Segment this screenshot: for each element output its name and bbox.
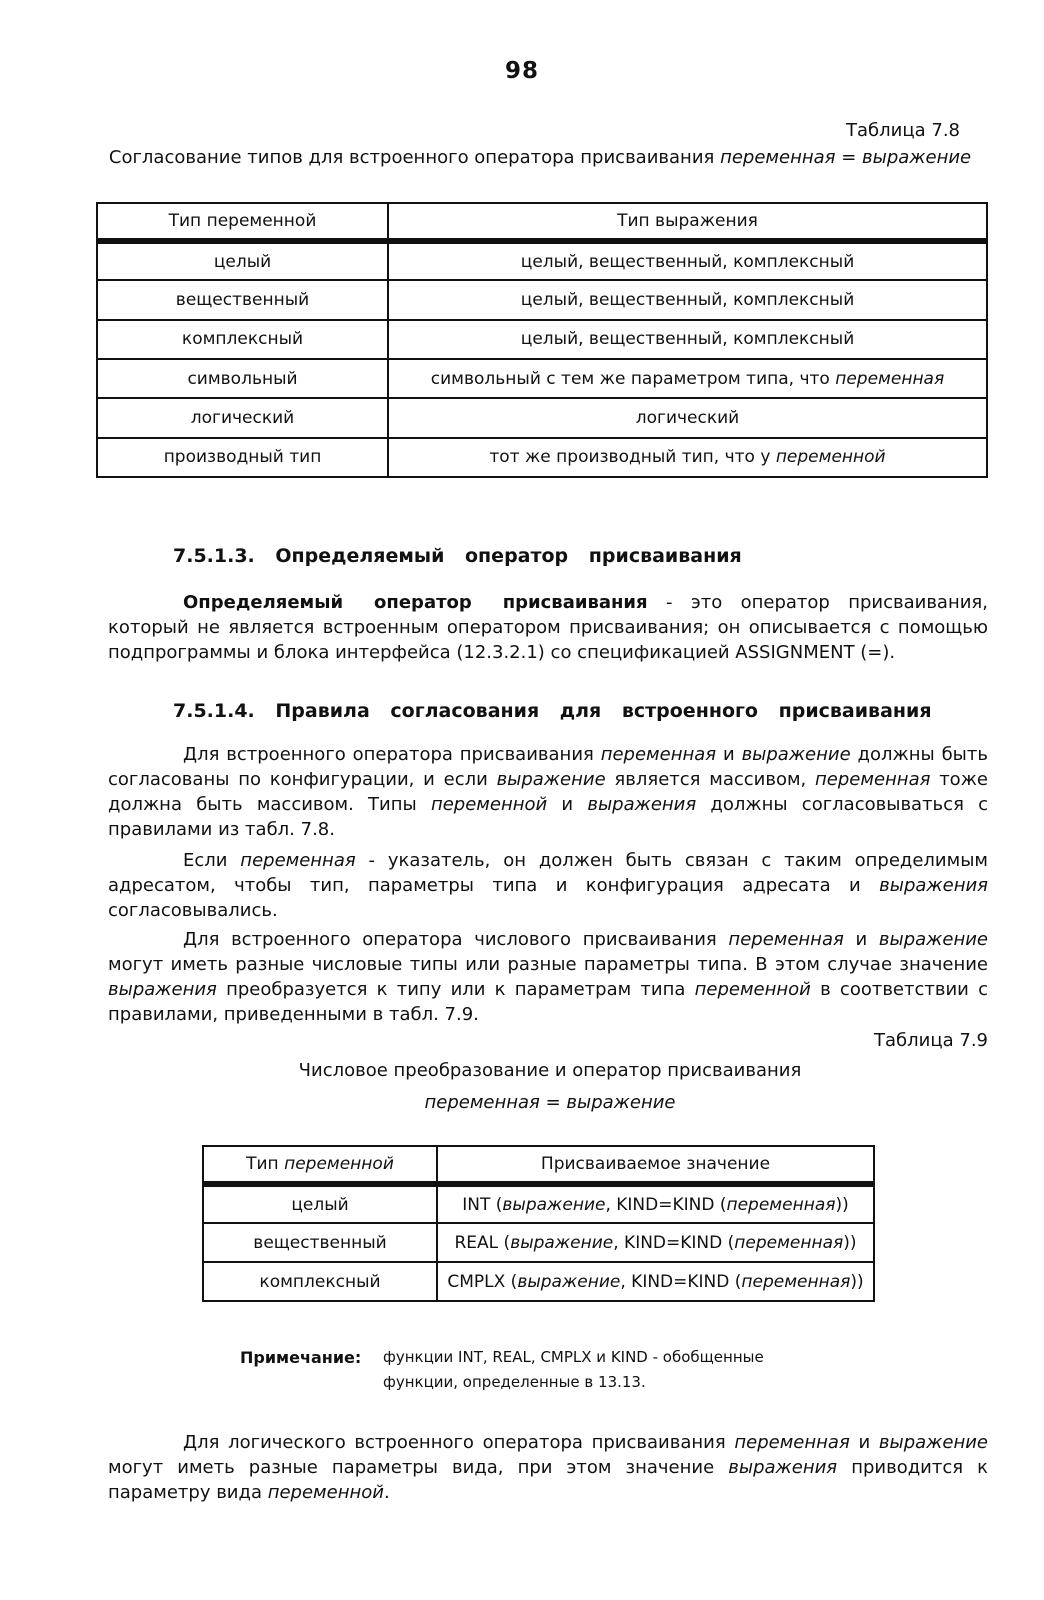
italic-term: выражения: [879, 875, 988, 896]
cell-expression-italic: переменная: [835, 368, 945, 389]
text-run: преобразуется к типу или к параметрам типа: [216, 979, 695, 1000]
text-run: Для встроенного оператора числового присваивания: [183, 929, 729, 950]
cell-variable-type: производный тип: [97, 438, 388, 477]
text-run: REAL (: [454, 1232, 511, 1253]
text-run: могут иметь разные параметры вида, при этом значение: [108, 1457, 729, 1478]
text-run: является массивом,: [605, 769, 816, 790]
note-label: Примечание:: [240, 1348, 362, 1367]
table-row: [203, 1223, 874, 1262]
italic-term: выражение: [878, 1432, 988, 1453]
italic-term: переменная: [600, 744, 717, 765]
defined-assignment-term: Определяемый оператор присваивания: [183, 592, 648, 613]
text-run: и: [547, 794, 588, 815]
cell-expression-type: [388, 280, 987, 319]
section-7-5-1-3-paragraph: [108, 590, 988, 665]
text-run: )): [850, 1271, 864, 1292]
text-run: Тип: [246, 1154, 285, 1174]
text-run: должны согласовываться с правилами из табл. 7.8.: [108, 794, 989, 840]
italic-term: выражение: [517, 1271, 621, 1292]
text-run: должны быть согласованы по конфигурации, и если: [108, 744, 988, 790]
table-row: [97, 398, 987, 437]
cell-variable-type: символьный: [97, 359, 388, 398]
text-run: Для встроенного оператора присваивания: [183, 744, 601, 765]
table-row: [97, 320, 987, 359]
italic-term: выражение: [502, 1194, 606, 1215]
table-row: [97, 359, 987, 398]
cell-variable-type: вещественный: [97, 280, 388, 319]
page-number: 98: [504, 58, 539, 84]
cell-expression-text: целый, вещественный, комплексный: [520, 329, 855, 350]
italic-term: выражение: [878, 929, 988, 950]
cell-assigned-value: [437, 1262, 874, 1301]
italic-term: выражения: [728, 1457, 838, 1478]
table-row: [203, 1184, 874, 1223]
table-row: [203, 1262, 874, 1301]
table-7-8-header-expr: Тип выражения: [388, 203, 987, 241]
italic-term: переменная: [240, 850, 356, 871]
cell-expression-type: [388, 438, 987, 477]
cell-expression-text: логический: [635, 407, 740, 428]
table-7-8-header-var: Тип переменной: [97, 203, 388, 241]
text-run: , KIND=KIND (: [620, 1271, 742, 1292]
table-7-9-header-value: [437, 1146, 874, 1184]
text-run: - указатель, он должен быть связан с таким определимым адресатом, чтобы тип, параметры типа и конфигурация адресата и: [108, 850, 988, 896]
cell-expression-type: [388, 359, 987, 398]
cell-variable-type: вещественный: [203, 1223, 437, 1262]
italic-term: переменная: [728, 929, 844, 950]
rules-paragraph-1: [108, 742, 988, 842]
text-run: и: [843, 929, 879, 950]
text-run: CMPLX (: [447, 1271, 518, 1292]
text-run: INT (: [462, 1194, 503, 1215]
table-row: [97, 241, 987, 280]
text-run: согласовывались.: [108, 900, 278, 921]
table-7-8: [96, 202, 988, 478]
caption-text: Согласование типов для встроенного оператора присваивания: [108, 147, 721, 168]
cell-expression-italic: переменной: [775, 447, 886, 468]
cell-expression-text: целый, вещественный, комплексный: [520, 289, 855, 310]
italic-term: переменной: [430, 794, 548, 815]
cell-expression-text: тот же производный тип, что у: [489, 447, 776, 468]
table-7-9-header-var: [203, 1146, 437, 1184]
text-run: и: [849, 1432, 879, 1453]
italic-term: выражения: [108, 979, 217, 1000]
cell-variable-type: логический: [97, 398, 388, 437]
text-run: Если: [183, 850, 241, 871]
table-row: [97, 280, 987, 319]
note-text: функции INT, REAL, CMPLX и KIND - обобщенные функции, определенные в 13.13.: [383, 1348, 764, 1391]
italic-term: выражение: [496, 769, 606, 790]
caption-equals: =: [835, 147, 863, 168]
cell-variable-type: комплексный: [97, 320, 388, 359]
text-run: тоже должна быть массивом. Типы: [108, 769, 988, 815]
logical-assignment-paragraph: [108, 1430, 988, 1505]
cell-expression-type: [388, 398, 987, 437]
text-run: )): [835, 1194, 849, 1215]
cell-variable-type: целый: [97, 241, 388, 280]
text-run: .: [383, 1482, 390, 1503]
cell-assigned-value: [437, 1184, 874, 1223]
text-run: в соответствии с правилами, приведенными в табл. 7.9.: [108, 979, 988, 1025]
text-run: Для логического встроенного оператора присваивания: [183, 1432, 735, 1453]
italic-term: переменной: [694, 979, 811, 1000]
table-7-8-caption: [100, 147, 980, 168]
section-7-5-1-4-heading: 7.5.1.4. Правила согласования для встроенного присваивания: [173, 700, 932, 722]
text-run: приводится к параметру вида: [108, 1457, 988, 1503]
table-row: [97, 438, 987, 477]
italic-term: переменной: [267, 1482, 384, 1503]
rules-paragraph-3: [108, 927, 988, 1027]
cell-expression-text: символьный с тем же параметром типа, что: [430, 368, 836, 389]
italic-term: переменной: [284, 1154, 394, 1174]
table-7-9-caption-line1: Числовое преобразование и оператор присваивания: [298, 1060, 802, 1081]
cell-expression-type: [388, 241, 987, 280]
italic-term: переменная: [734, 1232, 844, 1253]
defined-assignment-text: - это оператор присваивания, который не является встроенным оператором присваивания; он описывается с помощью подпрограммы и блока интерфейса (12.3.2.1) со спецификацией ASSIGNMENT (=).: [108, 592, 988, 663]
text-run: и: [716, 744, 742, 765]
italic-term: переменная: [726, 1194, 836, 1215]
italic-term: переменная: [741, 1271, 851, 1292]
italic-term: выражения: [587, 794, 697, 815]
table-7-9-caption-line2: переменная = выражение: [424, 1092, 676, 1113]
caption-expression: выражение: [862, 147, 972, 168]
cell-assigned-value: [437, 1223, 874, 1262]
cell-variable-type: целый: [203, 1184, 437, 1223]
italic-term: переменная: [734, 1432, 850, 1453]
text-run: Присваиваемое значение: [540, 1154, 771, 1174]
table-7-9-label: Таблица 7.9: [874, 1030, 988, 1051]
caption-variable: переменная: [720, 147, 836, 168]
rules-paragraph-2: [108, 848, 988, 923]
cell-expression-type: [388, 320, 987, 359]
table-7-9: [202, 1145, 875, 1302]
text-run: могут иметь разные числовые типы или разные параметры типа. В этом случае значение: [108, 954, 988, 975]
text-run: , KIND=KIND (: [605, 1194, 727, 1215]
italic-term: переменная: [815, 769, 931, 790]
italic-term: выражение: [510, 1232, 614, 1253]
section-7-5-1-3-heading: 7.5.1.3. Определяемый оператор присваивания: [173, 545, 742, 567]
text-run: )): [843, 1232, 857, 1253]
cell-variable-type: комплексный: [203, 1262, 437, 1301]
table-7-8-label: Таблица 7.8: [846, 120, 960, 141]
text-run: , KIND=KIND (: [613, 1232, 735, 1253]
cell-expression-text: целый, вещественный, комплексный: [520, 251, 855, 272]
italic-term: выражение: [741, 744, 851, 765]
